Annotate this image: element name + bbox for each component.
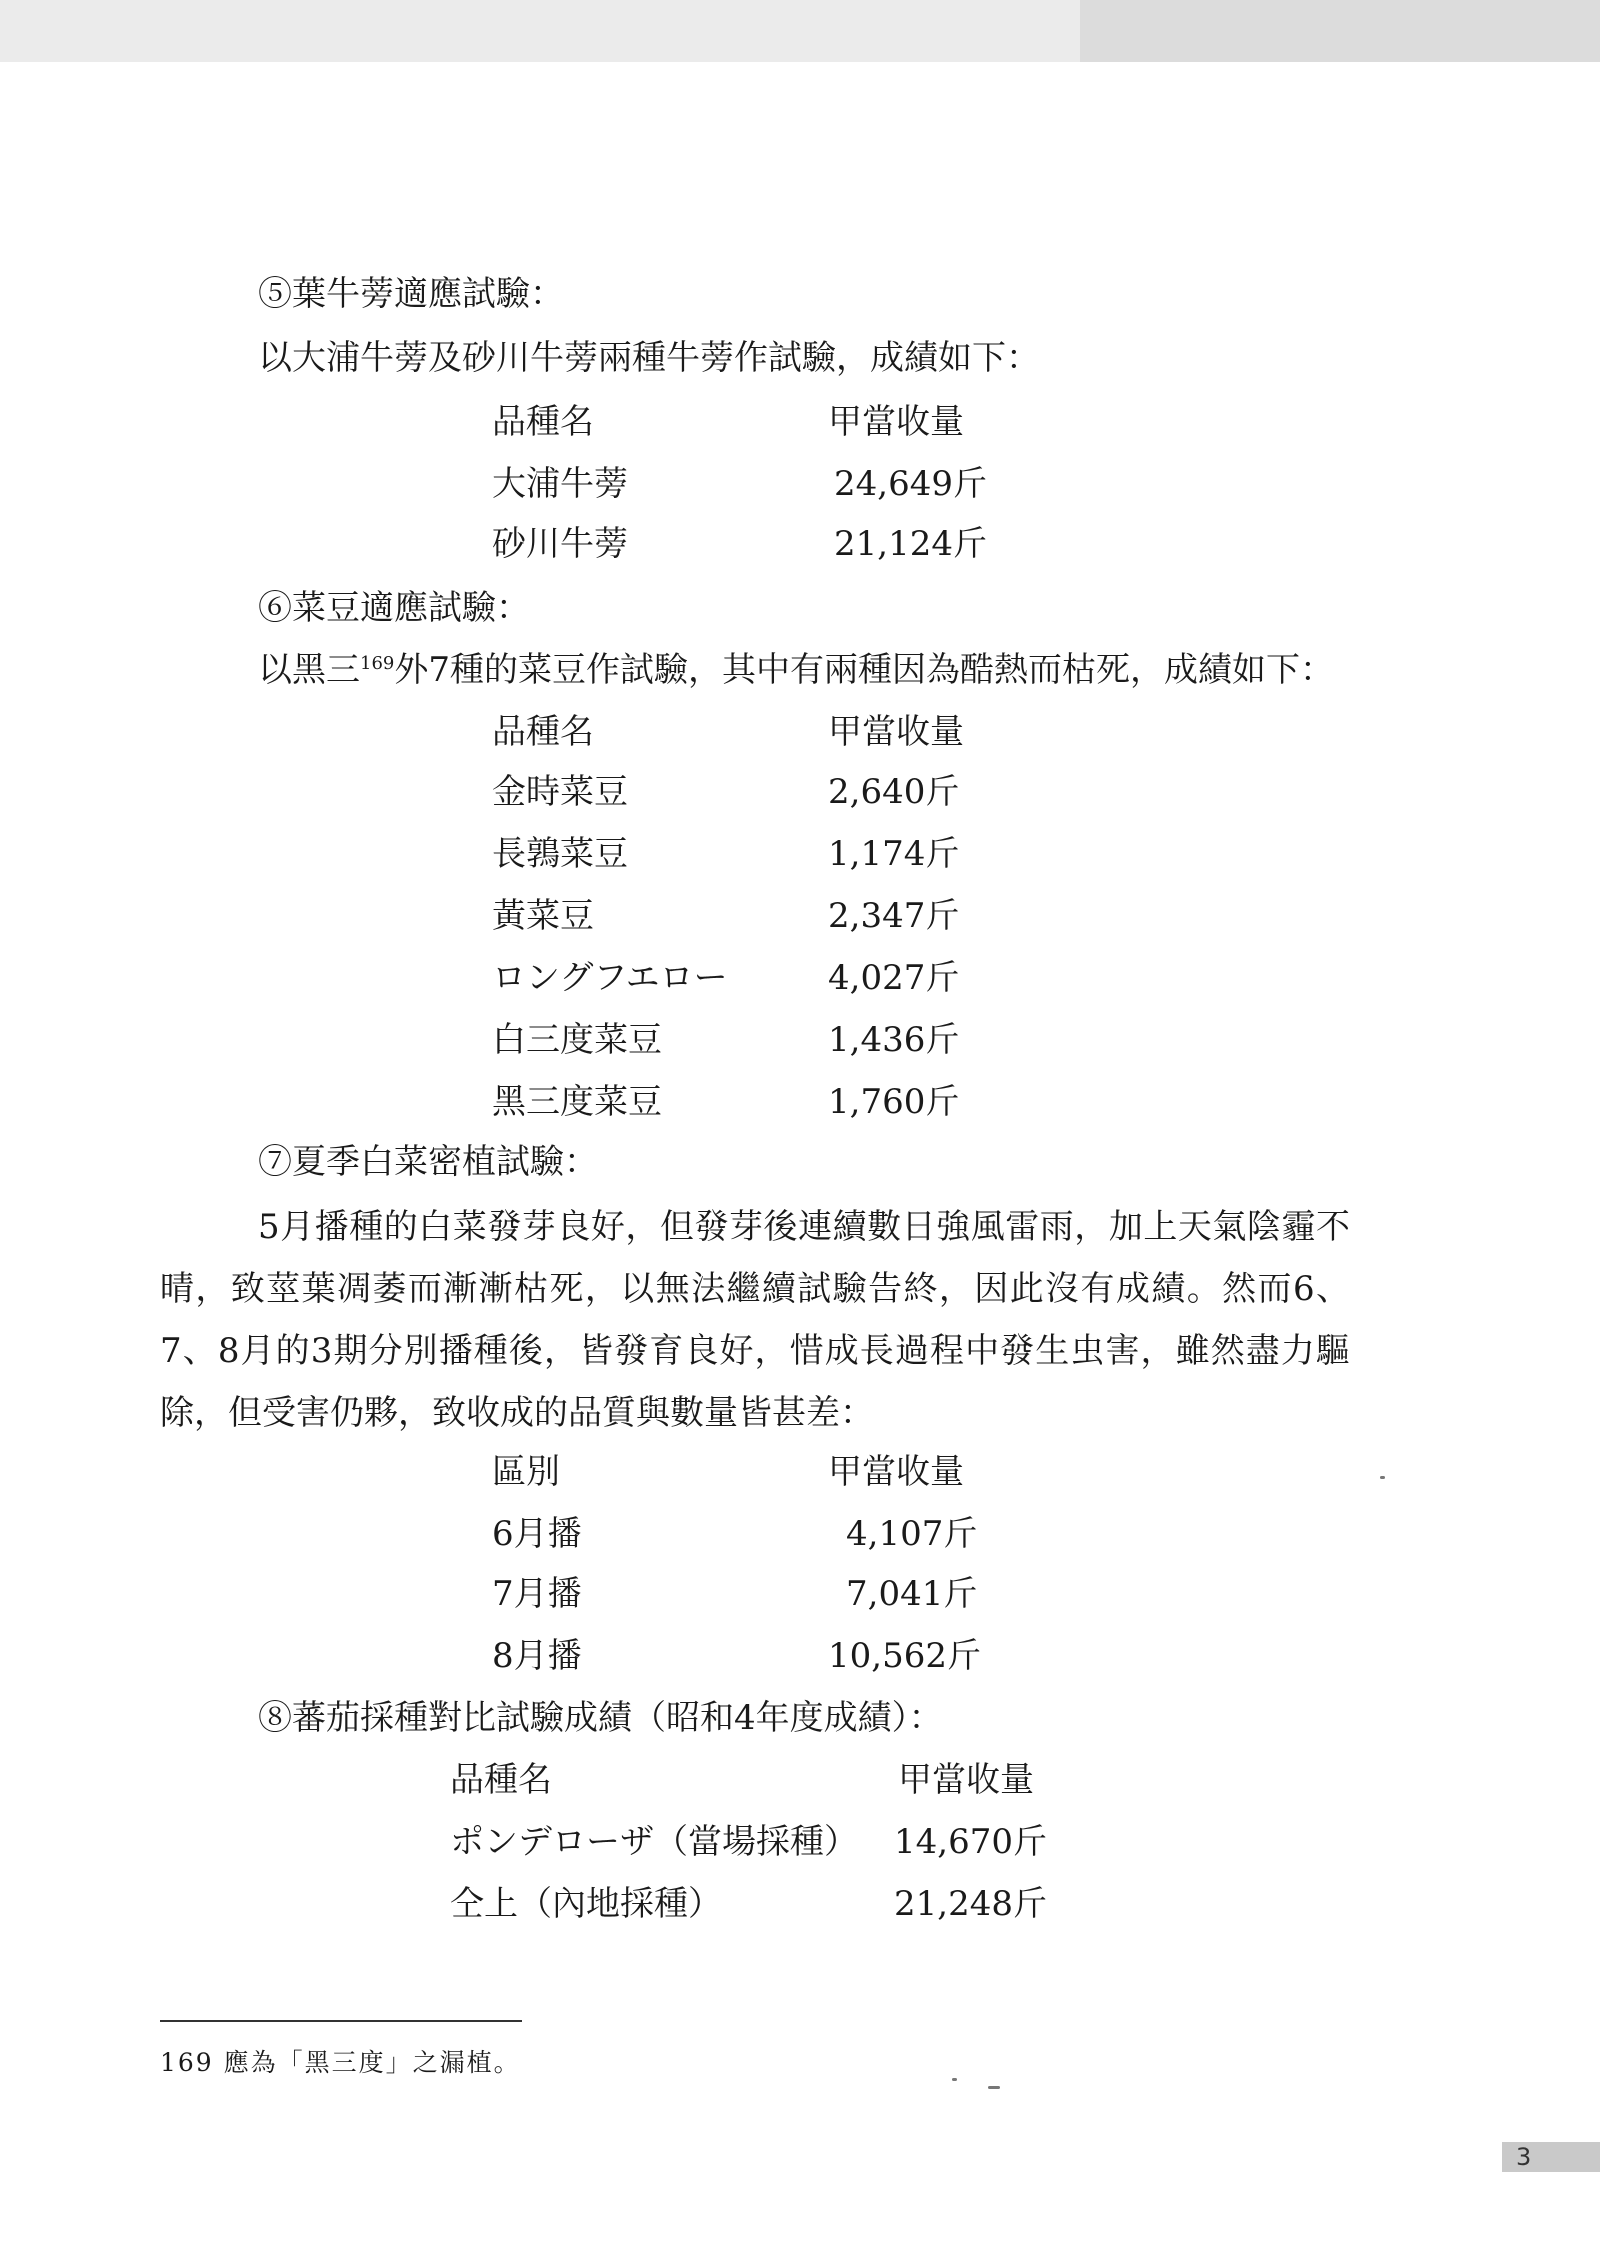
section-6-intro <box>258 648 1334 692</box>
table-cell-value: 10,562斤 <box>828 1636 981 1676</box>
table-cell-name: 黑三度菜豆 <box>492 1082 662 1122</box>
table-cell-name: 黃菜豆 <box>492 896 594 936</box>
table-cell-value: 4,027斤 <box>828 958 960 998</box>
table-cell-name: ポンデローザ（當場採種） <box>450 1822 858 1862</box>
scan-speck <box>988 2086 1000 2089</box>
section-7-heading: ⑦夏季白菜密植試驗： <box>258 1142 598 1182</box>
table-header-col2: 甲當收量 <box>898 1760 1034 1800</box>
table-cell-value: 1,760斤 <box>828 1082 960 1122</box>
table-header-col1: 區別 <box>492 1452 560 1492</box>
table-cell-name: 6月播 <box>492 1514 582 1554</box>
table-header-col2: 甲當收量 <box>828 712 964 752</box>
table-cell-value: 21,124斤 <box>834 524 987 564</box>
scan-speck <box>1380 1476 1385 1479</box>
table-cell-value: 1,174斤 <box>828 834 960 874</box>
section-5-intro: 以大浦牛蒡及砂川牛蒡兩種牛蒡作試驗，成績如下： <box>258 338 1040 378</box>
table-cell-name: 長鶉菜豆 <box>492 834 628 874</box>
table-cell-name: 7月播 <box>492 1574 582 1614</box>
footnote-ref-169: 169 <box>360 653 395 674</box>
table-cell-value: 1,436斤 <box>828 1020 960 1060</box>
table-cell-value: 2,347斤 <box>828 896 960 936</box>
table-cell-value: 21,248斤 <box>894 1884 1047 1924</box>
table-cell-name: 金時菜豆 <box>492 772 628 812</box>
table-header-col2: 甲當收量 <box>828 402 964 442</box>
table-cell-name: 白三度菜豆 <box>492 1020 662 1060</box>
section-8-heading: ⑧蕃茄採種對比試驗成績（昭和4年度成績）： <box>258 1698 943 1738</box>
table-cell-name: 仝上（內地採種） <box>450 1884 722 1924</box>
section-6-heading: ⑥菜豆適應試驗： <box>258 588 530 628</box>
section-6-intro-start: 以黑三 <box>258 650 360 690</box>
table-header-col1: 品種名 <box>450 1760 552 1800</box>
table-cell-name: 8月播 <box>492 1636 582 1676</box>
table-cell-name: 大浦牛蒡 <box>492 464 628 504</box>
table-cell-value: 24,649斤 <box>834 464 987 504</box>
table-cell-value: 4,107斤 <box>846 1514 978 1554</box>
table-cell-value: 7,041斤 <box>846 1574 978 1614</box>
table-header-col1: 品種名 <box>492 712 594 752</box>
page-number: 3 <box>1502 2142 1600 2172</box>
section-7-paragraph: 5月播種的白菜發芽良好，但發芽後連續數日強風雷雨，加上天氣陰霾不晴，致莖葉凋萎而漸漸枯死，以無法繼續試驗告終，因此沒有成績。然而6、7、8月的3期分別播種後，皆發育良好，惜成長過程中發生虫害，雖然盡力驅除，但受害仍夥，致收成的品質與數量皆甚差： <box>160 1207 1350 1433</box>
table-header-col1: 品種名 <box>492 402 594 442</box>
section-5-heading: ⑤葉牛蒡適應試驗： <box>258 274 564 314</box>
section-6-intro-end: 外7種的菜豆作試驗，其中有兩種因為酷熱而枯死，成績如下： <box>394 650 1334 690</box>
table-cell-value: 14,670斤 <box>894 1822 1047 1862</box>
table-cell-name: ロングフエロー <box>492 958 728 998</box>
footnote-divider <box>160 2020 522 2022</box>
table-cell-name: 砂川牛蒡 <box>492 524 628 564</box>
scan-speck <box>952 2078 957 2081</box>
scan-shadow-top-right <box>1080 0 1600 62</box>
footnote-169: 169 應為「黑三度」之漏植。 <box>160 2048 521 2077</box>
table-cell-value: 2,640斤 <box>828 772 960 812</box>
table-header-col2: 甲當收量 <box>828 1452 964 1492</box>
